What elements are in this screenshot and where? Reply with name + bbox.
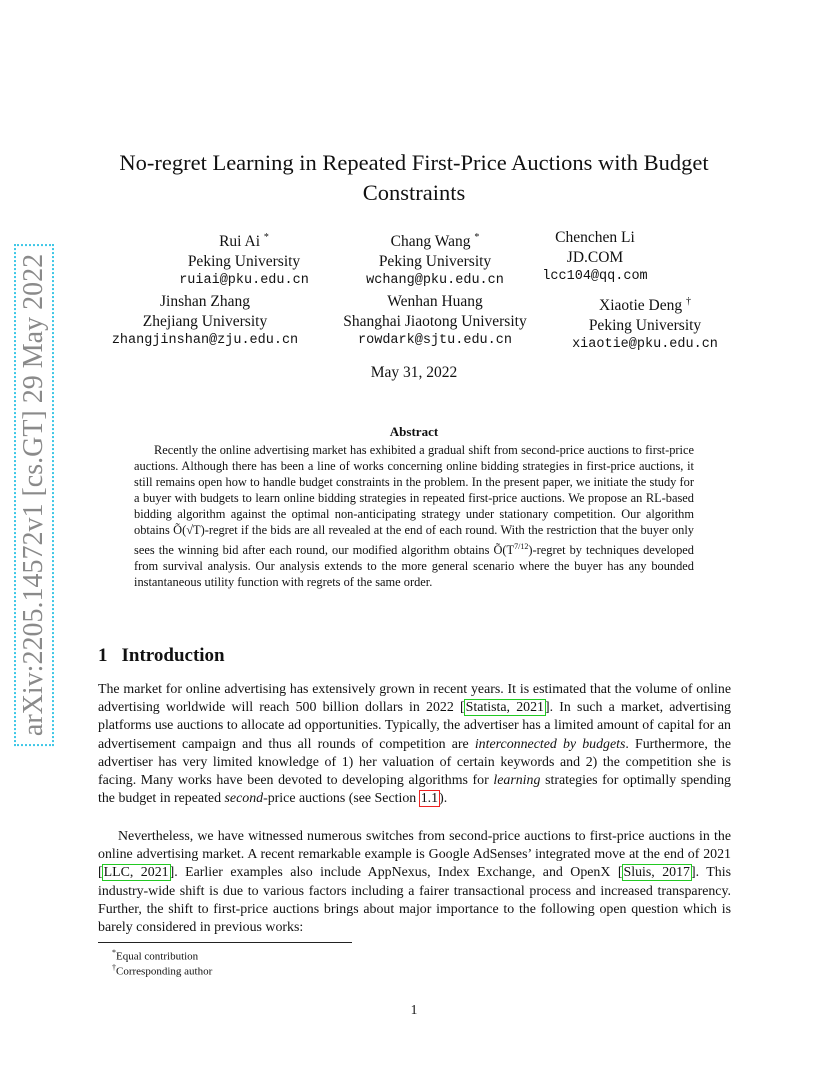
- arxiv-stamp-text: arXiv:2205.14572v1 [cs.GT] 29 May 2022: [14, 244, 54, 746]
- body-paragraph: Nevertheless, we have witnessed numerous switches from second-price auctions to first-price auctions in the online advertising market. A recent remarkable example is Google AdSenses’ integrated move at the end of 2021 [LLC, 2021]. Earlier examples also include AppNexus, Index Exchange, and OpenX [Sluis, 2017]. This industry-wide shift is due to various factors including a fairer transactional process and increased transparency. Further, the shift to first-price auctions brings about major importance to the following open question which is barely considered in previous works:: [98, 829, 731, 936]
- author-affiliation: Zhejiang University: [142, 312, 268, 330]
- author-name: Chang Wang *: [390, 232, 480, 251]
- author-name: Wenhan Huang: [387, 293, 483, 310]
- section-ref-link[interactable]: 1.1: [420, 791, 439, 807]
- math-expression: $Õ(T^{7/12})$: [493, 541, 533, 557]
- author-block: [100, 292, 310, 351]
- section-title: Introduction: [121, 645, 225, 666]
- author-block: [530, 228, 660, 287]
- author-block: [560, 292, 730, 355]
- publication-date: May 31, 2022: [370, 364, 458, 381]
- author-block: [164, 228, 324, 291]
- section-number: 1: [98, 645, 108, 666]
- arxiv-side-stamp: [12, 250, 56, 740]
- author-affiliation: Peking University: [378, 252, 492, 270]
- citation-link[interactable]: Sluis, 2017: [623, 865, 690, 881]
- author-email[interactable]: lcc104@qq.com: [542, 269, 648, 284]
- author-block: [325, 292, 545, 351]
- author-email[interactable]: xiaotie@pku.edu.cn: [572, 337, 718, 353]
- author-email[interactable]: wchang@pku.edu.cn: [366, 273, 504, 289]
- body-paragraph: The market for online advertising has extensively grown in recent years. It is estimated that the volume of online advertising worldwide will reach 500 billion dollars in 2022 [Statista, 2021]. In such a market, advertising platforms use auctions to allocate ad opportunities. Typically, the advertiser has a limited amount of capital for an advertisement campaign and thus all rounds of competition are interconnected by budgets. Furthermore, the advertiser has very limited knowledge of 1) her valuation of certain keywords and 2) the competition she is facing. Many works have been devoted to developing algorithms for learning strategies for optimally spending the budget in repeated second-price auctions (see Section 1.1).: [98, 682, 732, 807]
- section-heading: [98, 645, 225, 667]
- citation-link[interactable]: Statista, 2021: [465, 700, 544, 716]
- citation-link[interactable]: LLC, 2021: [103, 865, 169, 881]
- math-expression: Õ(√T): [173, 523, 205, 538]
- author-affiliation: JD.COM: [566, 248, 624, 266]
- author-name: Jinshan Zhang: [160, 293, 250, 310]
- footnote-divider: [98, 942, 352, 943]
- author-block: [345, 228, 525, 291]
- author-name: Chenchen Li: [555, 229, 635, 246]
- abstract-heading: Abstract: [389, 424, 439, 439]
- author-email[interactable]: rowdark@sjtu.edu.cn: [358, 333, 512, 348]
- page-number: 1: [410, 1002, 418, 1017]
- author-email[interactable]: zhangjinshan@zju.edu.cn: [111, 333, 299, 348]
- author-affiliation: Peking University: [588, 316, 702, 334]
- author-affiliation: Shanghai Jiaotong University: [343, 312, 527, 330]
- author-name: Xiaotie Deng †: [599, 296, 691, 315]
- abstract-text: Recently the online advertising market has exhibited a gradual shift from second-price auctions to first-price auctions. Although there has been a line of works concerning online bidding strategies in first-price auctions, it still remains open how to handle budget constraints in the problem. In the present paper, we initiate the study for a buyer with budgets to learn online bidding strategies in repeated first-price auctions. We propose an RL-based bidding algorithm against the optimal non-anticipating strategy under stationary competition. Our algorithm obtains Õ(√T)-regret if the bids are all revealed at the end of each round. With the restriction that the buyer only sees the winning bid after each round, our modified algorithm obtains $Õ(T^{7/12})$-regret by techniques developed from survival analysis. Our analysis extends to the more general scenario where the buyer has any bounded instantaneous utility function with regrets of the same order.: [134, 443, 695, 589]
- paper-title: No-regret Learning in Repeated First-Price Auctions with Budget Constraints: [119, 150, 709, 205]
- author-name: Rui Ai *: [219, 232, 269, 251]
- author-affiliation: Peking University: [187, 252, 301, 270]
- author-email[interactable]: ruiai@pku.edu.cn: [179, 273, 309, 289]
- footnote: *Equal contribution: [112, 948, 199, 963]
- footnote: †Corresponding author: [112, 963, 213, 978]
